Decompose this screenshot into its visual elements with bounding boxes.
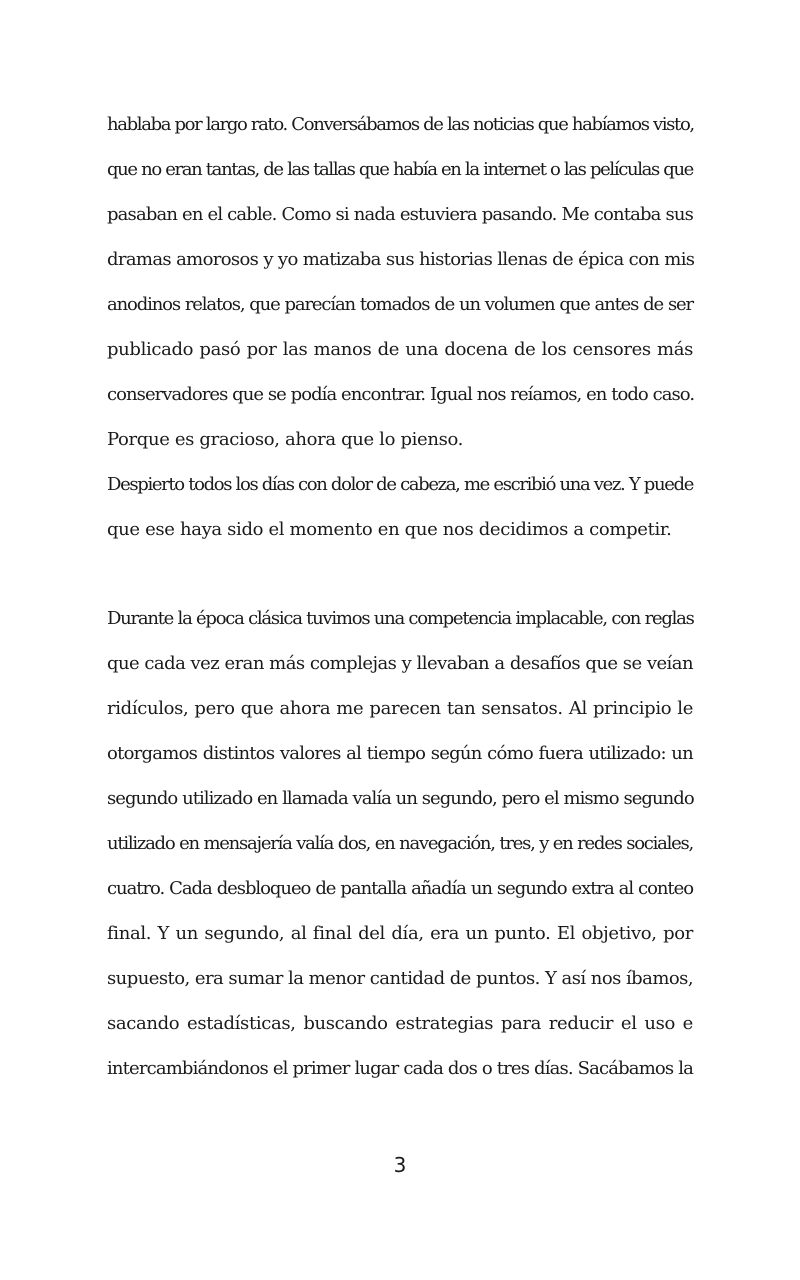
- text-line: ridículos, pero que ahora me parecen tan sensatos. Al principio le: [107, 698, 693, 719]
- text-line: publicado pasó por las manos de una docena de los censores más: [107, 339, 693, 360]
- text-line: final. Y un segundo, al final del día, era un punto. El objetivo, por: [107, 923, 693, 944]
- text-line: anodinos relatos, que parecían tomados de un volumen que antes de ser: [107, 294, 693, 315]
- text-line: utilizado en mensajería valía dos, en navegación, tres, y en redes sociales,: [107, 833, 693, 854]
- text-line: Despierto todos los días con dolor de cabeza, me escribió una vez. Y puede: [107, 474, 693, 495]
- text-line: que cada vez eran más complejas y llevaban a desafíos que se veían: [107, 653, 693, 674]
- text-line: hablaba por largo rato. Conversábamos de las noticias que habíamos visto,: [107, 114, 694, 135]
- page-number: 3: [393, 1153, 407, 1177]
- text-line: Porque es gracioso, ahora que lo pienso.: [107, 429, 464, 450]
- text-line: pasaban en el cable. Como si nada estuviera pasando. Me contaba sus: [107, 204, 693, 225]
- text-line: que ese haya sido el momento en que nos decidimos a competir.: [107, 519, 672, 540]
- text-line: Durante la época clásica tuvimos una competencia implacable, con reglas: [107, 608, 694, 629]
- text-line: conservadores que se podía encontrar. Igual nos reíamos, en todo caso.: [107, 384, 695, 405]
- text-line: sacando estadísticas, buscando estrategias para reducir el uso e: [107, 1013, 693, 1034]
- text-line: dramas amorosos y yo matizaba sus historias llenas de épica con mis: [107, 249, 695, 270]
- text-line: intercambiándonos el primer lugar cada dos o tres días. Sacábamos la: [107, 1058, 693, 1079]
- text-line: otorgamos distintos valores al tiempo según cómo fuera utilizado: un: [107, 743, 693, 764]
- text-line: que no eran tantas, de las tallas que había en la internet o las películas que: [107, 159, 693, 180]
- text-line: segundo utilizado en llamada valía un segundo, pero el mismo segundo: [107, 788, 694, 809]
- text-line: cuatro. Cada desbloqueo de pantalla añadía un segundo extra al conteo: [107, 878, 693, 899]
- text-line: supuesto, era sumar la menor cantidad de puntos. Y así nos íbamos,: [107, 968, 693, 989]
